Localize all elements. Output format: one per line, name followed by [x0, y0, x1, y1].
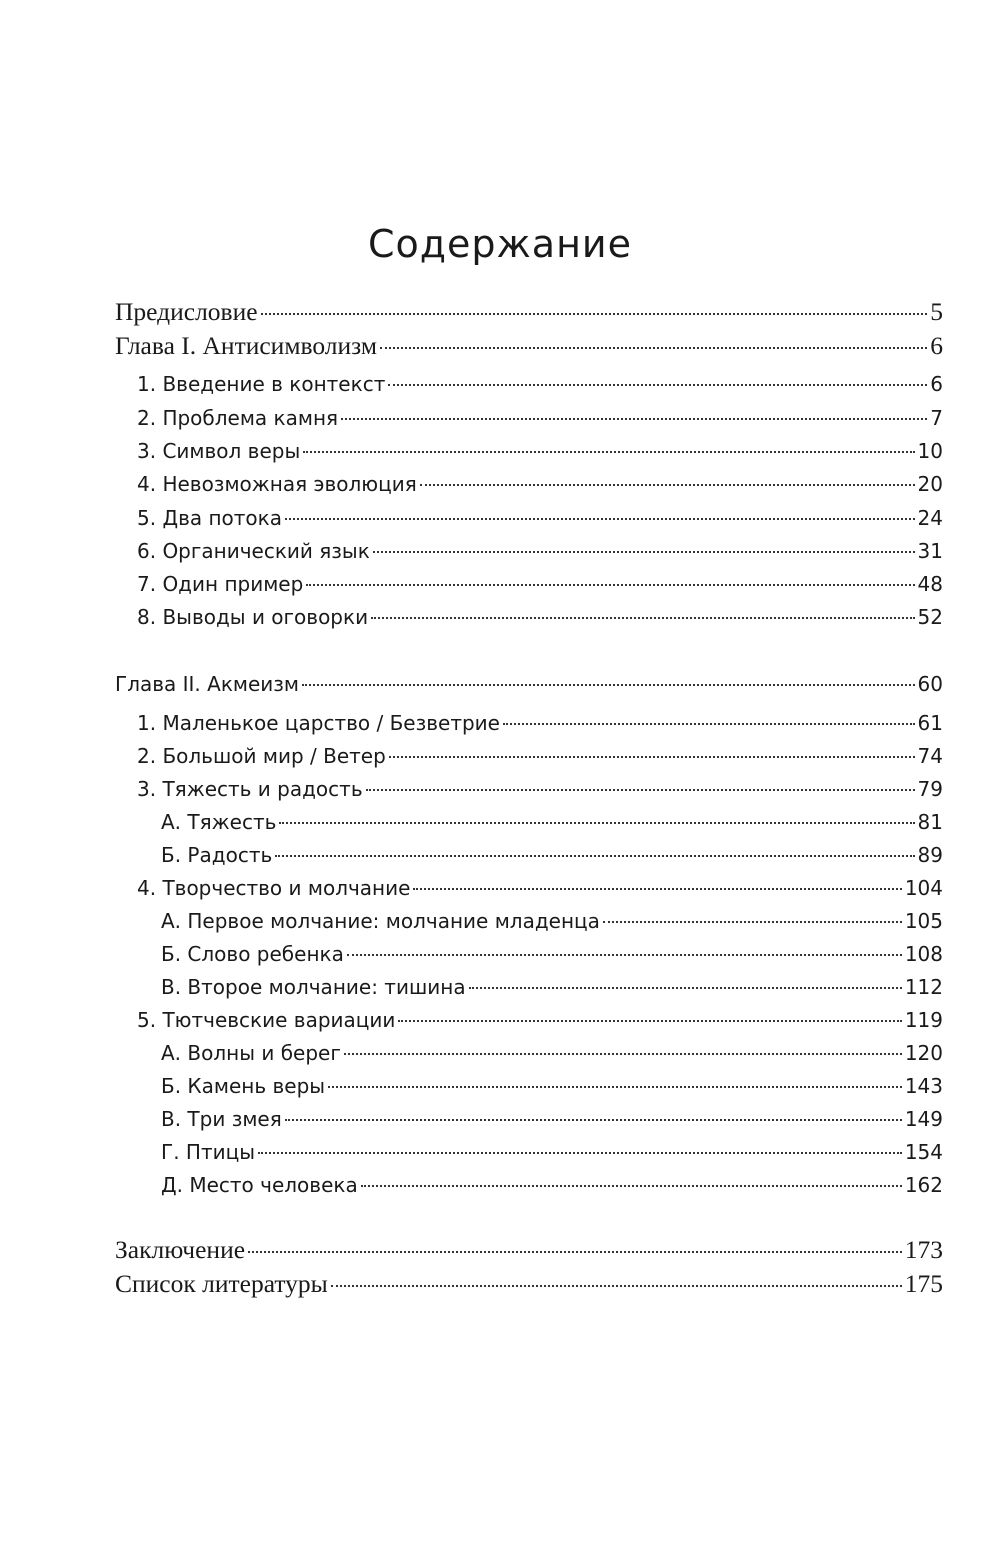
dot-leader: [388, 384, 927, 386]
dot-leader: [341, 418, 927, 420]
toc-entry-label: Б. Слово ребенка: [161, 942, 344, 966]
dot-leader: [328, 1086, 902, 1088]
dot-leader: [306, 584, 914, 586]
toc-entry-subsection[interactable]: [161, 1103, 943, 1135]
dot-leader: [285, 518, 915, 520]
toc-entry-label: 1. Введение в контекст: [137, 372, 386, 396]
toc-entry-label: Предисловие: [115, 297, 258, 326]
toc-entry-label: 3. Тяжесть и радость: [137, 777, 363, 801]
dot-leader: [302, 684, 915, 686]
toc-entry-section[interactable]: [137, 435, 943, 467]
dot-leader: [603, 921, 902, 923]
toc-entry-page: 143: [904, 1074, 943, 1098]
toc-entry-subsection[interactable]: [161, 905, 943, 937]
toc-entry-page: 7: [930, 406, 943, 430]
toc-entry-subsection[interactable]: [161, 1169, 943, 1201]
toc-entry-preface[interactable]: [115, 295, 943, 329]
toc-entry-label: 1. Маленькое царство / Безветрие: [137, 711, 500, 735]
toc-entry-subsection[interactable]: [161, 971, 943, 1003]
toc-entry-subsection[interactable]: [161, 839, 943, 871]
toc-entry-label: А. Тяжесть: [161, 810, 277, 834]
dot-leader: [275, 855, 914, 857]
dot-leader: [361, 1185, 902, 1187]
toc-entry-section[interactable]: [137, 535, 943, 567]
toc-entry-label: 3. Символ веры: [137, 439, 301, 463]
dot-leader: [371, 617, 914, 619]
toc-entry-page: 6: [930, 372, 943, 396]
toc-entry-label: Г. Птицы: [161, 1140, 256, 1164]
dot-leader: [380, 347, 927, 349]
toc-entry-section[interactable]: [137, 468, 943, 500]
toc-entry-section[interactable]: [137, 1004, 943, 1036]
toc-entry-page: 60: [917, 672, 943, 696]
toc-entry-label: 4. Невозможная эволюция: [137, 472, 417, 496]
dot-leader: [261, 313, 928, 315]
toc-entry-label: Б. Радость: [161, 843, 273, 867]
dot-leader: [469, 987, 902, 989]
toc-entry-label: Глава II. Акмеизм: [115, 672, 300, 696]
toc-entry-label: 2. Большой мир / Ветер: [137, 744, 386, 768]
toc-entry-bibliography[interactable]: [115, 1267, 943, 1301]
dot-leader: [331, 1285, 902, 1287]
toc-entry-conclusion[interactable]: [115, 1233, 943, 1267]
toc-entry-section[interactable]: [137, 773, 943, 805]
toc-entry-section[interactable]: [137, 402, 943, 434]
toc-entry-page: 108: [904, 942, 943, 966]
toc-entry-page: 74: [917, 744, 943, 768]
toc-entry-page: 10: [917, 439, 943, 463]
dot-leader: [373, 551, 915, 553]
toc-entry-subsection[interactable]: [161, 1070, 943, 1102]
toc-entry-label: А. Первое молчание: молчание младенца: [161, 909, 600, 933]
toc-entry-label: 2. Проблема камня: [137, 406, 339, 430]
toc-entry-section[interactable]: [137, 872, 943, 904]
toc-entry-section[interactable]: [137, 568, 943, 600]
toc-entry-page: 119: [904, 1008, 943, 1032]
toc-entry-page: 162: [904, 1173, 943, 1197]
toc-entry-page: 89: [917, 843, 943, 867]
toc-entry-label: 5. Два потока: [137, 506, 282, 530]
dot-leader: [413, 888, 901, 890]
toc-entry-label: 6. Органический язык: [137, 539, 370, 563]
toc-entry-page: 175: [904, 1269, 943, 1298]
dot-leader: [420, 484, 915, 486]
toc-entry-label: Глава I. Антисимволизм: [115, 331, 377, 360]
toc-entry-subsection[interactable]: [161, 806, 943, 838]
toc-entry-label: Б. Камень веры: [161, 1074, 326, 1098]
toc-entry-subsection[interactable]: [161, 1037, 943, 1069]
toc-entry-label: А. Волны и берег: [161, 1041, 341, 1065]
toc-entry-label: 5. Тютчевские вариации: [137, 1008, 396, 1032]
toc-entry-page: 52: [917, 605, 943, 629]
toc-entry-page: 31: [917, 539, 943, 563]
dot-leader: [303, 451, 914, 453]
toc-entry-section[interactable]: [137, 740, 943, 772]
dot-leader: [344, 1053, 902, 1055]
dot-leader: [248, 1251, 902, 1253]
toc-entry-page: 173: [904, 1235, 943, 1264]
toc-entry-label: Заключение: [115, 1235, 246, 1264]
toc-entry-page: 61: [917, 711, 943, 735]
dot-leader: [398, 1020, 901, 1022]
toc-entry-page: 104: [904, 876, 943, 900]
toc-entry-page: 120: [904, 1041, 943, 1065]
toc-entry-page: 149: [904, 1107, 943, 1131]
toc-entry-chapter-2[interactable]: [115, 668, 943, 700]
toc-entry-section[interactable]: [137, 502, 943, 534]
dot-leader: [258, 1152, 902, 1154]
toc-entry-label: В. Три змея: [161, 1107, 282, 1131]
page-title: Содержание: [368, 222, 632, 266]
dot-leader: [347, 954, 902, 956]
toc-entry-section[interactable]: [137, 707, 943, 739]
toc-entry-label: 7. Один пример: [137, 572, 304, 596]
dot-leader: [366, 789, 915, 791]
dot-leader: [503, 723, 915, 725]
toc-entry-page: 81: [917, 810, 943, 834]
toc-entry-page: 154: [904, 1140, 943, 1164]
toc-entry-page: 6: [930, 331, 943, 360]
toc-entry-label: В. Второе молчание: тишина: [161, 975, 466, 999]
toc-entry-page: 105: [904, 909, 943, 933]
dot-leader: [285, 1119, 902, 1121]
toc-entry-page: 24: [917, 506, 943, 530]
toc-entry-page: 20: [917, 472, 943, 496]
dot-leader: [279, 822, 914, 824]
toc-entry-page: 5: [930, 297, 943, 326]
toc-entry-section[interactable]: [137, 601, 943, 633]
toc-entry-page: 48: [917, 572, 943, 596]
toc-entry-label: 8. Выводы и оговорки: [137, 605, 369, 629]
toc-entry-subsection[interactable]: [161, 1136, 943, 1168]
toc-entry-subsection[interactable]: [161, 938, 943, 970]
toc-entry-page: 112: [904, 975, 943, 999]
toc-entry-label: Список литературы: [115, 1269, 328, 1298]
toc-entry-page: 79: [917, 777, 943, 801]
dot-leader: [389, 756, 915, 758]
toc-entry-label: 4. Творчество и молчание: [137, 876, 411, 900]
toc-entry-label: Д. Место человека: [161, 1173, 358, 1197]
toc-entry-section[interactable]: [137, 368, 943, 400]
toc-entry-chapter-1[interactable]: [115, 329, 943, 363]
